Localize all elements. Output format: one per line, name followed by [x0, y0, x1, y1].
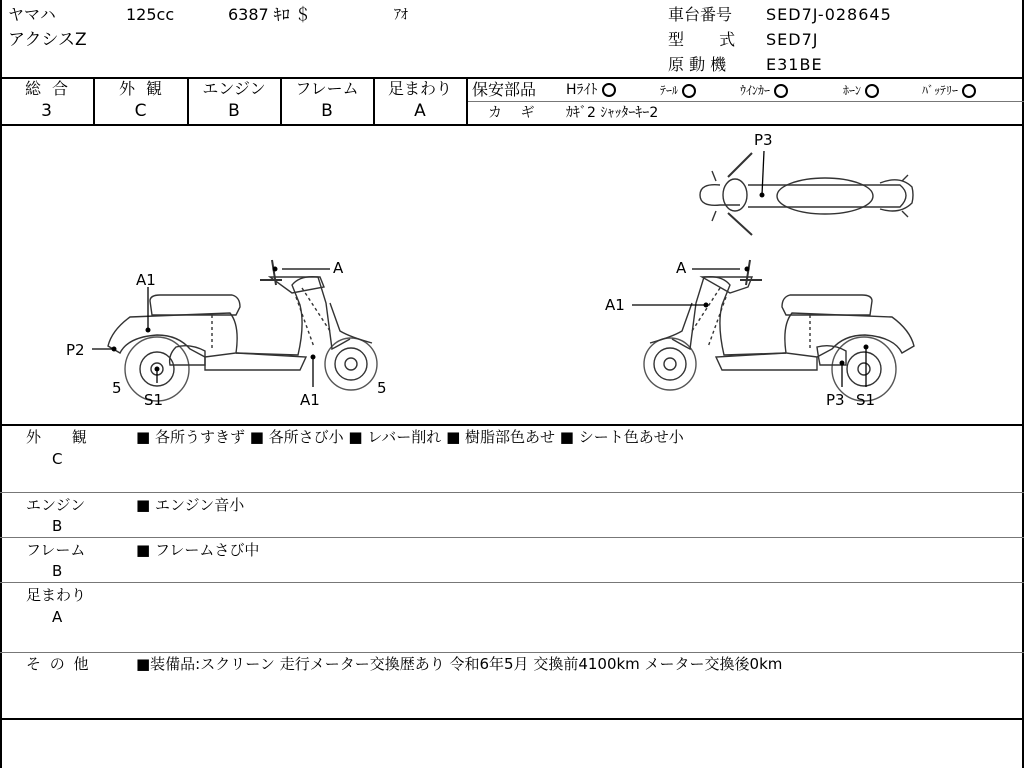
key-label: カ ギ	[488, 105, 535, 121]
remark-frame-grade: B	[52, 562, 63, 580]
label-right-a1: A1	[605, 296, 625, 314]
label-right-p3: P3	[826, 391, 845, 409]
check-circle-icon	[602, 83, 616, 97]
check-circle-icon	[774, 84, 788, 98]
label-right-s1: S1	[856, 391, 876, 409]
label-left-p2: P2	[66, 341, 85, 359]
divider	[467, 101, 1024, 102]
remark-other-label: そ の 他	[26, 655, 89, 673]
body-color: ｱｵ	[394, 7, 408, 23]
label-right-a: A	[676, 259, 687, 277]
remark-other-text: ■装備品:スクリーン 走行メーター交換歴あり 令和6年5月 交換前4100km メーター交換後0km	[136, 655, 783, 673]
grade-suspension-value: A	[414, 101, 426, 121]
grade-exterior-value: C	[134, 101, 147, 121]
model-name: アクシスZ	[8, 30, 87, 50]
mileage: 6387 ｷﾛ ＄	[228, 5, 311, 24]
remark-exterior-label: 外 観	[26, 428, 87, 446]
grade-overall-value: 3	[41, 101, 52, 121]
safety-item-name: ﾎｰﾝ	[843, 83, 862, 98]
key-value: ｶｷﾞ2 ｼｬｯﾀｰｷｰ2	[566, 105, 659, 121]
check-circle-icon	[682, 84, 696, 98]
label-left-s1: S1	[144, 391, 164, 409]
grade-overall-label: 総 合	[24, 79, 69, 98]
grade-frame-value: B	[321, 101, 333, 121]
remark-suspension-label: 足まわり	[26, 586, 87, 604]
vin-label: 車台番号	[668, 5, 733, 24]
check-circle-icon	[962, 84, 976, 98]
safety-item-battery	[922, 84, 976, 98]
safety-item-name: ﾃｰﾙ	[660, 83, 679, 98]
remark-suspension-grade: A	[52, 608, 63, 626]
check-circle-icon	[865, 84, 879, 98]
safety-item-name: ﾊﾞｯﾃﾘｰ	[922, 83, 959, 98]
divider	[0, 582, 1024, 583]
remark-frame-label: フレーム	[26, 541, 86, 559]
safety-item-winker	[740, 84, 788, 98]
remark-engine-label: エンジン	[26, 496, 86, 514]
remark-engine-text: ■ エンジン音小	[136, 496, 245, 514]
safety-item-headlight	[566, 83, 616, 97]
type-value: SED7J	[766, 30, 819, 49]
remark-frame-text: ■ フレームさび中	[136, 541, 260, 559]
safety-item-name: ｳｲﾝｶｰ	[740, 83, 771, 98]
damage-diagram	[0, 125, 1024, 425]
vin-value: SED7J-028645	[766, 5, 892, 24]
label-left-a1-bottom: A1	[300, 391, 320, 409]
divider	[0, 537, 1024, 538]
safety-item-horn	[843, 84, 879, 98]
leader-lines	[92, 151, 866, 387]
scooter-right-side-view	[644, 260, 914, 401]
label-left-5b: 5	[377, 379, 387, 397]
engine-value: E31BE	[766, 55, 823, 74]
safety-label: 保安部品	[472, 80, 537, 99]
remark-exterior-text: ■ 各所うすきず ■ 各所さび小 ■ レバー削れ ■ 樹脂部色あせ ■ シート色あせ小	[136, 428, 684, 446]
label-left-a: A	[333, 259, 344, 277]
grade-suspension-label: 足まわり	[387, 79, 452, 98]
type-label: 型 式	[668, 30, 736, 49]
damage-points	[112, 193, 869, 372]
grade-engine-value: B	[228, 101, 240, 121]
label-left-a1-top: A1	[136, 271, 156, 289]
remark-exterior-grade: C	[52, 450, 63, 468]
divider	[0, 718, 1024, 720]
divider	[0, 652, 1024, 653]
grade-engine-label: エンジン	[202, 79, 266, 98]
divider	[0, 424, 1024, 426]
label-left-5a: 5	[112, 379, 122, 397]
scooter-top-view	[700, 153, 913, 235]
divider	[0, 492, 1024, 493]
safety-item-tail	[660, 84, 696, 98]
grade-frame-label: フレーム	[295, 79, 359, 98]
divider	[466, 77, 468, 125]
displacement: 125cc	[126, 5, 175, 24]
engine-label: 原 動 機	[668, 55, 727, 74]
label-p3-top: P3	[754, 131, 773, 149]
maker-name: ヤマハ	[8, 5, 56, 24]
remark-engine-grade: B	[52, 517, 63, 535]
grade-exterior-label: 外 観	[118, 79, 163, 98]
safety-item-name: Hﾗｲﾄ	[566, 82, 598, 98]
